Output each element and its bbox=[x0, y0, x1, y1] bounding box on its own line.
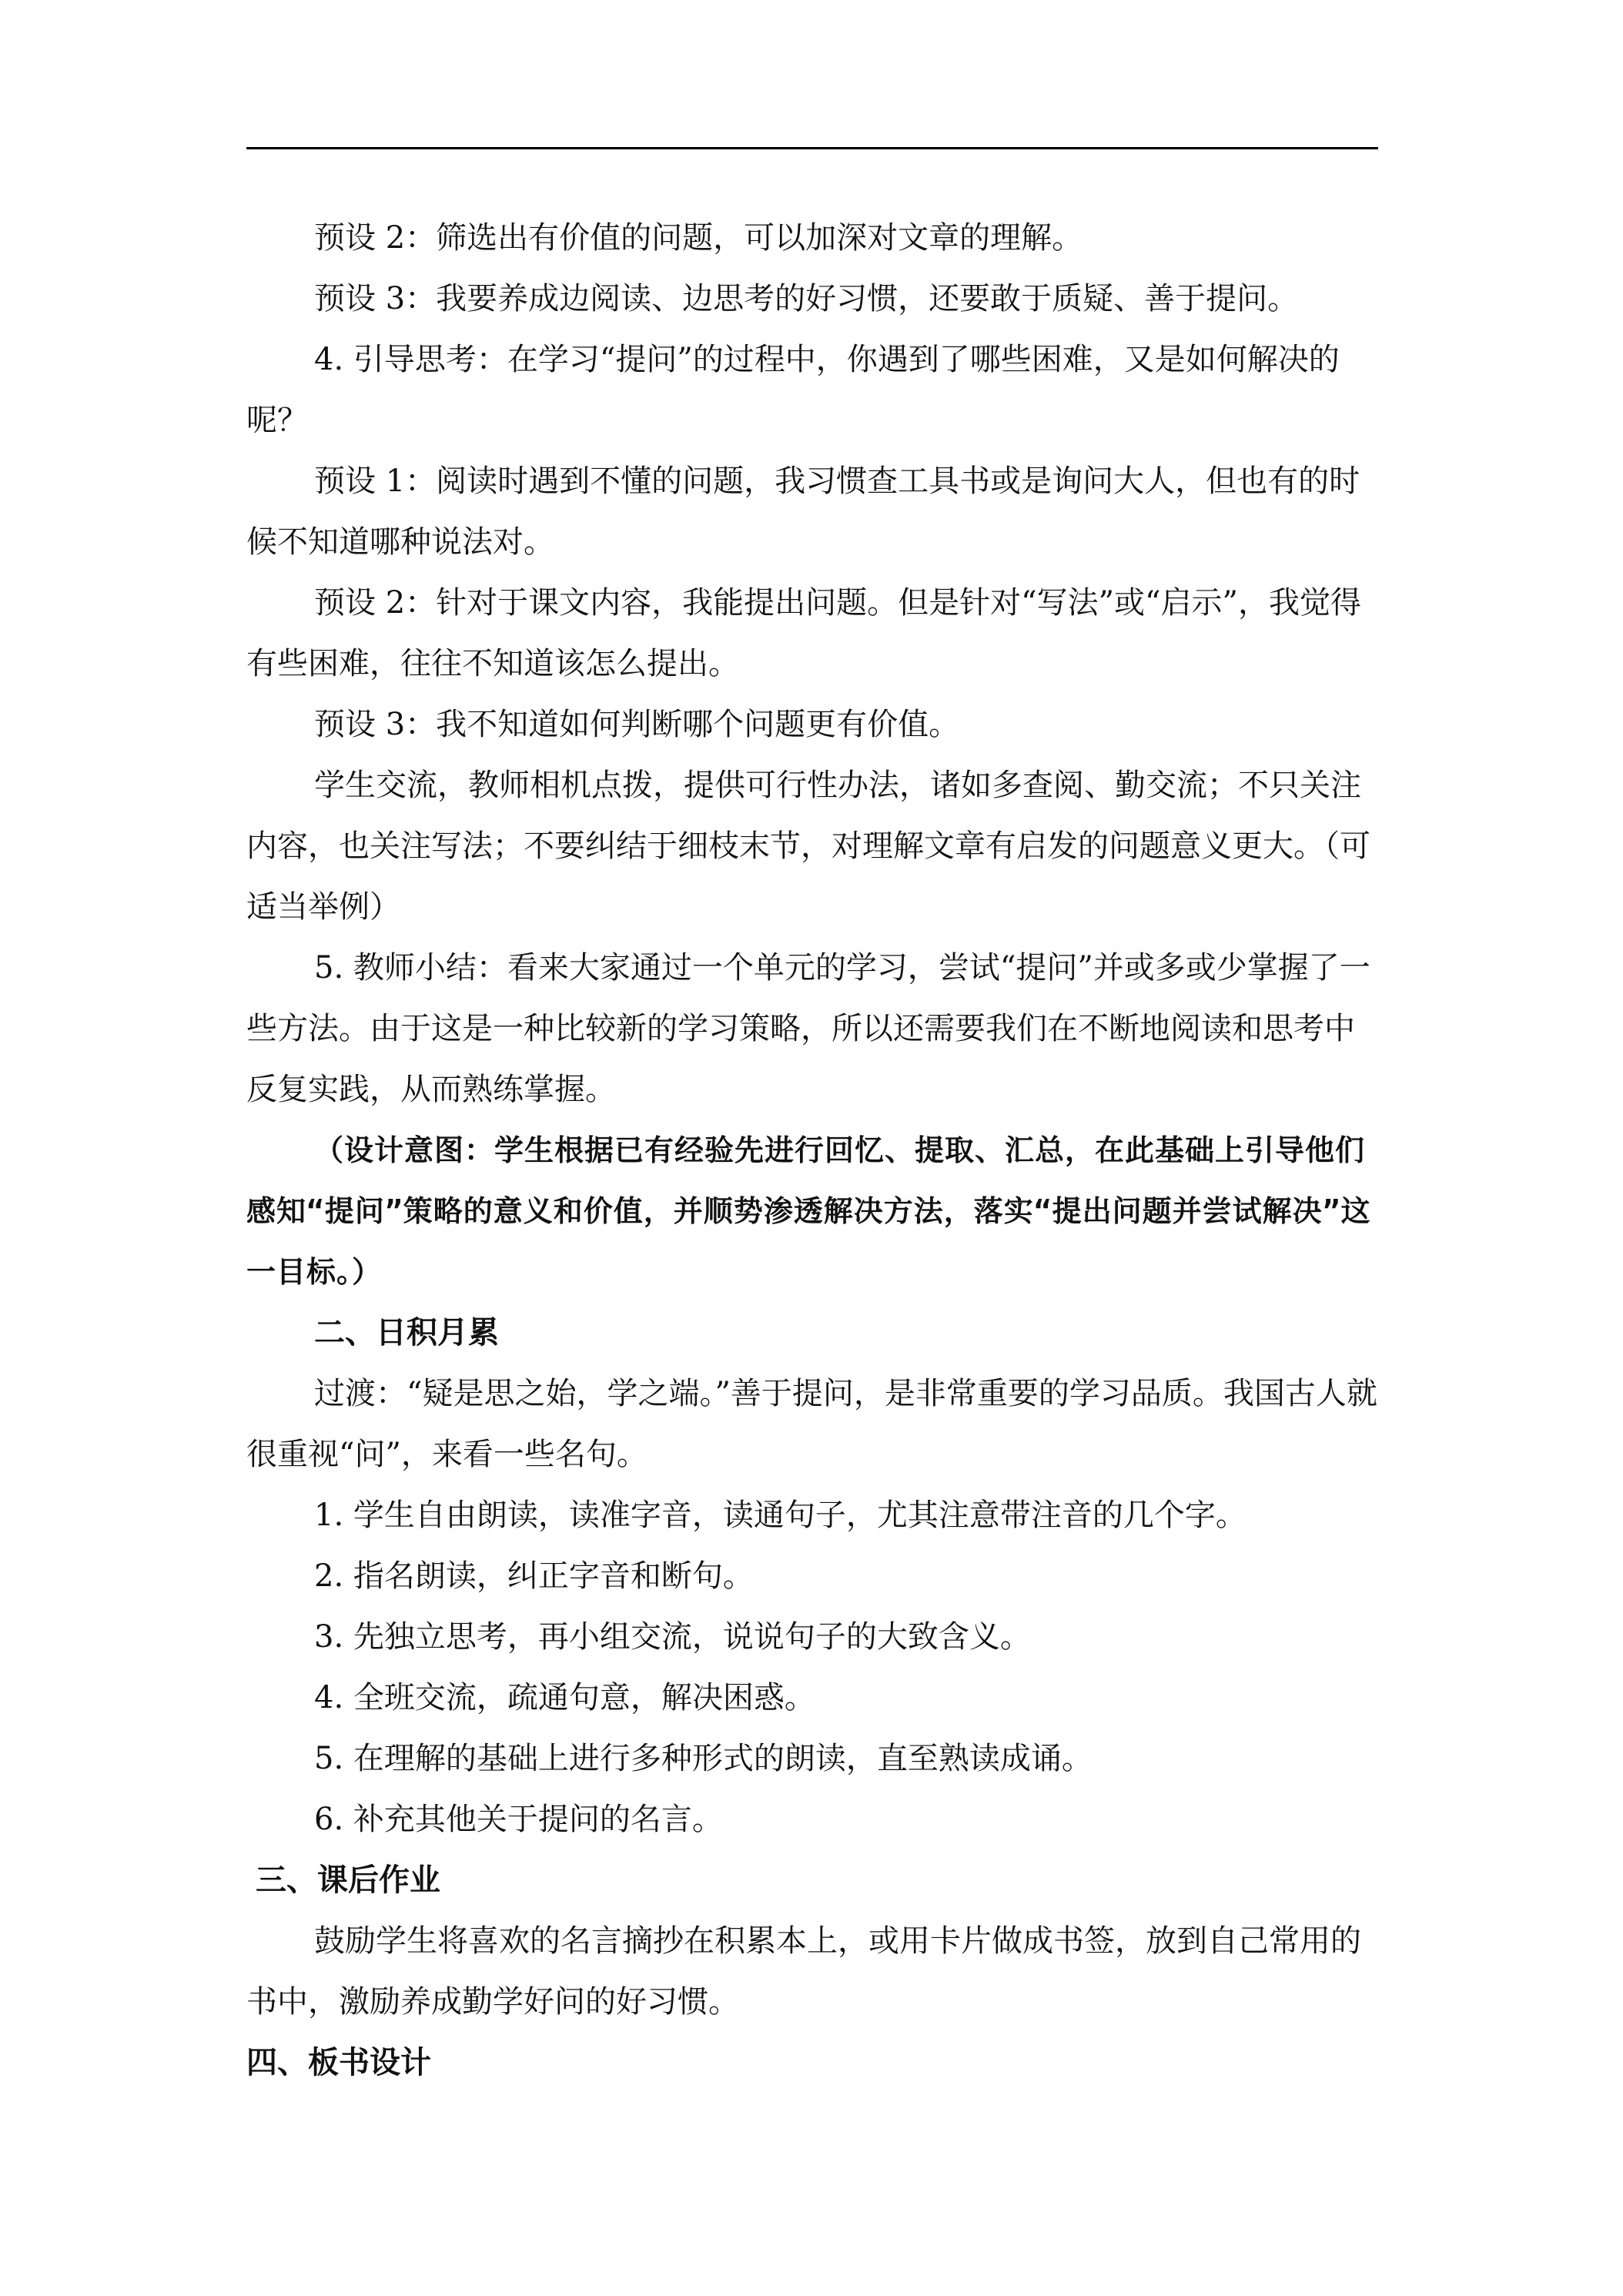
paragraph-preset-3-habit: 预设 3：我要养成边阅读、边思考的好习惯，还要敢于质疑、善于提问。 bbox=[314, 281, 1299, 316]
section-heading-3: 三、课后作业 bbox=[256, 1863, 440, 1898]
list-item-2: 2. 指名朗读，纠正字音和断句。 bbox=[314, 1558, 754, 1594]
list-item-5: 5. 在理解的基础上进行多种形式的朗读，直至熟读成诵。 bbox=[314, 1741, 1093, 1776]
paragraph-preset-2-filter: 预设 2：筛选出有价值的问题，可以加深对文章的理解。 bbox=[314, 220, 1083, 256]
paragraph-homework: 鼓励学生将喜欢的名言摘抄在积累本上，或用卡片做成书签，放到自己常用的书中，激励养成勤学好问的好习惯。 bbox=[246, 1923, 1361, 2020]
header-rule bbox=[246, 147, 1378, 149]
list-item-3: 3. 先独立思考，再小组交流，说说句子的大致含义。 bbox=[314, 1619, 1031, 1655]
list-item-1: 1. 学生自由朗读，读准字音，读通句子，尤其注意带注音的几个字。 bbox=[314, 1498, 1247, 1533]
paragraph-transition: 过渡：“疑是思之始，学之端。”善于提问，是非常重要的学习品质。我国古人就很重视“问”，来看一些名句。 bbox=[246, 1376, 1377, 1472]
paragraph-step-4-guide: 4. 引导思考：在学习“提问”的过程中，你遇到了哪些困难，又是如何解决的呢？ bbox=[246, 342, 1340, 438]
paragraph-preset-2-writing: 预设 2：针对于课文内容，我能提出问题。但是针对“写法”或“启示”，我觉得有些困难，往往不知道该怎么提出。 bbox=[246, 585, 1361, 681]
paragraph-teacher-summary: 5. 教师小结：看来大家通过一个单元的学习，尝试“提问”并或多或少掌握了一些方法。由于这是一种比较新的学习策略，所以还需要我们在不断地阅读和思考中反复实践，从而熟练掌握。 bbox=[246, 950, 1370, 1107]
section-heading-2: 二、日积月累 bbox=[314, 1315, 499, 1350]
paragraph-student-exchange: 学生交流，教师相机点拨，提供可行性办法，诸如多查阅、勤交流；不只关注内容，也关注写法；不要纠结于细枝末节，对理解文章有启发的问题意义更大。（可适当举例） bbox=[246, 768, 1370, 925]
paragraph-preset-1-reading: 预设 1：阅读时遇到不懂的问题，我习惯查工具书或是询问大人，但也有的时候不知道哪种说法对。 bbox=[246, 464, 1360, 560]
paragraph-design-intent: （设计意图：学生根据已有经验先进行回忆、提取、汇总，在此基础上引导他们感知“提问”策略的意义和价值，并顺势渗透解决方法，落实“提出问题并尝试解决”这一目标。） bbox=[246, 1133, 1371, 1289]
paragraph-preset-3-judge: 预设 3：我不知道如何判断哪个问题更有价值。 bbox=[314, 707, 960, 742]
list-item-6: 6. 补充其他关于提问的名言。 bbox=[314, 1802, 723, 1837]
document-body bbox=[246, 208, 1378, 2094]
list-item-4: 4. 全班交流，疏通句意，解决困惑。 bbox=[314, 1680, 815, 1715]
section-heading-4: 四、板书设计 bbox=[246, 2045, 431, 2080]
